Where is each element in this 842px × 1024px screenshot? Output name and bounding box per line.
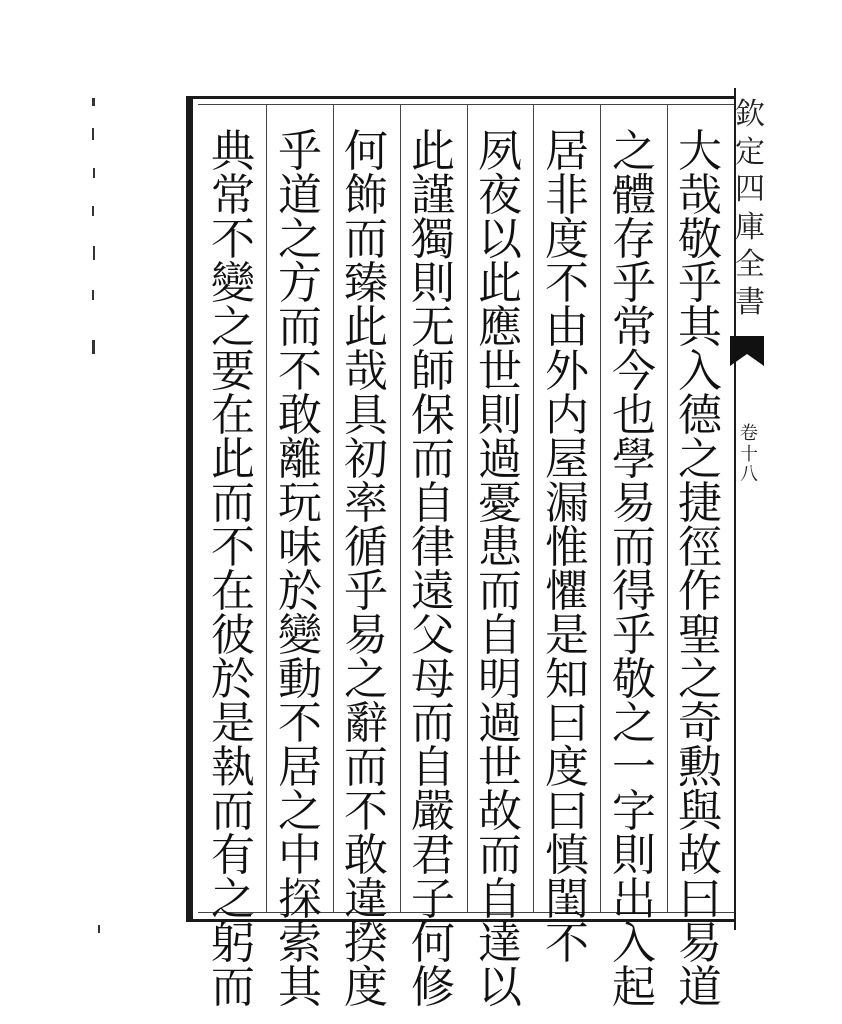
character: 作 — [678, 566, 722, 617]
character: 之 — [211, 874, 255, 925]
character: 率 — [344, 478, 388, 529]
character: 道 — [678, 962, 722, 1013]
margin-speck — [92, 290, 94, 300]
character: 達 — [478, 918, 522, 969]
character: 自 — [411, 478, 455, 529]
character: 不 — [545, 918, 589, 969]
character: 則 — [411, 258, 455, 309]
character: 嚴 — [411, 786, 455, 837]
character: 漏 — [545, 478, 589, 529]
character: 勲 — [678, 742, 722, 793]
character: 易 — [344, 610, 388, 661]
character: 非 — [545, 170, 589, 221]
character: 此 — [211, 434, 255, 485]
character: 欽 — [735, 97, 765, 132]
character: 過 — [478, 698, 522, 749]
character: 之 — [344, 654, 388, 705]
character: 以 — [478, 214, 522, 265]
character: 易 — [678, 918, 722, 969]
character: 不 — [278, 698, 322, 749]
character: 此 — [478, 258, 522, 309]
character: 飾 — [344, 170, 388, 221]
character: 體 — [612, 170, 656, 221]
margin-speck — [93, 246, 95, 260]
character: 而 — [344, 742, 388, 793]
character: 曰 — [545, 786, 589, 837]
character: 循 — [344, 522, 388, 573]
character: 師 — [411, 346, 455, 397]
text-column-2 — [604, 126, 664, 1013]
character: 具 — [344, 390, 388, 441]
text-column-6 — [336, 126, 396, 1013]
character: 何 — [344, 126, 388, 177]
character: 全 — [735, 247, 765, 282]
character: 存 — [612, 214, 656, 265]
character: 明 — [478, 654, 522, 705]
text-column-1 — [670, 126, 730, 1013]
character: 則 — [478, 390, 522, 441]
character: 不 — [211, 214, 255, 265]
character: 德 — [678, 390, 722, 441]
character: 由 — [545, 302, 589, 353]
character: 而 — [278, 302, 322, 353]
character: 揆 — [344, 918, 388, 969]
frame-inner-rule-top — [198, 104, 734, 105]
character: 學 — [612, 434, 656, 485]
character: 而 — [211, 962, 255, 1013]
margin-speck — [92, 98, 95, 106]
character: 哉 — [678, 170, 722, 221]
character: 父 — [411, 610, 455, 661]
character: 方 — [278, 258, 322, 309]
character: 道 — [278, 170, 322, 221]
character: 而 — [211, 786, 255, 837]
character: 常 — [612, 302, 656, 353]
character: 臻 — [344, 258, 388, 309]
character: 捷 — [678, 478, 722, 529]
character: 八 — [740, 464, 758, 486]
character: 无 — [411, 302, 455, 353]
character: 在 — [211, 390, 255, 441]
character: 躬 — [211, 918, 255, 969]
text-column-7 — [270, 126, 330, 1013]
character: 而 — [478, 830, 522, 881]
character: 之 — [612, 698, 656, 749]
character: 與 — [678, 786, 722, 837]
character: 今 — [612, 346, 656, 397]
character: 此 — [344, 302, 388, 353]
character: 玩 — [278, 478, 322, 529]
character: 曰 — [545, 698, 589, 749]
character: 憂 — [478, 478, 522, 529]
character: 獨 — [411, 214, 455, 265]
text-column-4 — [470, 126, 530, 1013]
character: 乎 — [278, 126, 322, 177]
character: 出 — [612, 874, 656, 925]
character: 探 — [278, 874, 322, 925]
character: 得 — [612, 566, 656, 617]
character: 其 — [278, 962, 322, 1013]
character: 君 — [411, 830, 455, 881]
banxin-juan-number — [734, 424, 764, 486]
character: 之 — [612, 126, 656, 177]
character: 彼 — [211, 610, 255, 661]
character: 慎 — [545, 830, 589, 881]
margin-speck — [92, 128, 94, 140]
character: 知 — [545, 654, 589, 705]
character: 應 — [478, 302, 522, 353]
character: 要 — [211, 346, 255, 397]
character: 夜 — [478, 170, 522, 221]
character: 子 — [411, 874, 455, 925]
margin-speck — [98, 925, 100, 933]
character: 之 — [278, 214, 322, 265]
text-column-3 — [537, 126, 597, 969]
character: 一 — [612, 742, 656, 793]
character: 四 — [735, 172, 765, 207]
character: 是 — [211, 698, 255, 749]
column-rule — [600, 104, 601, 912]
character: 惟 — [545, 522, 589, 573]
character: 之 — [211, 302, 255, 353]
character: 夙 — [478, 126, 522, 177]
character: 居 — [278, 742, 322, 793]
character: 入 — [612, 918, 656, 969]
character: 變 — [278, 610, 322, 661]
character: 卷 — [740, 423, 758, 444]
character: 故 — [478, 786, 522, 837]
character: 度 — [545, 214, 589, 265]
character: 度 — [545, 742, 589, 793]
character: 不 — [278, 346, 322, 397]
text-column-8 — [203, 126, 263, 1013]
character: 不 — [545, 258, 589, 309]
character: 常 — [211, 170, 255, 221]
character: 過 — [478, 434, 522, 485]
character: 哉 — [344, 346, 388, 397]
character: 乎 — [678, 258, 722, 309]
character: 在 — [211, 566, 255, 617]
character: 易 — [612, 478, 656, 529]
character: 不 — [344, 786, 388, 837]
character: 違 — [344, 874, 388, 925]
column-rule — [667, 104, 668, 912]
character: 敢 — [278, 390, 322, 441]
character: 也 — [612, 390, 656, 441]
character: 是 — [545, 610, 589, 661]
character: 之 — [278, 786, 322, 837]
character: 保 — [411, 390, 455, 441]
character: 中 — [278, 830, 322, 881]
character: 自 — [478, 610, 522, 661]
text-column-5 — [403, 126, 463, 1013]
character: 謹 — [411, 170, 455, 221]
character: 律 — [411, 522, 455, 573]
character: 入 — [678, 346, 722, 397]
character: 十 — [740, 443, 758, 465]
character: 變 — [211, 258, 255, 309]
character: 自 — [411, 742, 455, 793]
character: 自 — [478, 874, 522, 925]
character: 典 — [211, 126, 255, 177]
character: 乎 — [612, 610, 656, 661]
character: 内 — [545, 390, 589, 441]
character: 此 — [411, 126, 455, 177]
character: 乎 — [344, 566, 388, 617]
character: 閨 — [545, 874, 589, 925]
character: 字 — [612, 786, 656, 837]
character: 而 — [478, 566, 522, 617]
column-rule — [400, 104, 401, 912]
character: 辭 — [344, 698, 388, 749]
character: 而 — [211, 478, 255, 529]
character: 大 — [678, 126, 722, 177]
margin-speck — [93, 168, 95, 178]
character: 起 — [612, 962, 656, 1013]
character: 而 — [411, 434, 455, 485]
character: 世 — [478, 346, 522, 397]
character: 患 — [478, 522, 522, 573]
character: 而 — [612, 522, 656, 573]
character: 遠 — [411, 566, 455, 617]
character: 世 — [478, 742, 522, 793]
character: 於 — [211, 654, 255, 705]
character: 離 — [278, 434, 322, 485]
banxin-title — [732, 96, 768, 336]
character: 定 — [735, 134, 765, 170]
character: 庫 — [735, 209, 765, 245]
character: 動 — [278, 654, 322, 705]
character: 聖 — [678, 610, 722, 661]
character: 以 — [478, 962, 522, 1013]
character: 奇 — [678, 698, 722, 749]
column-rule — [467, 104, 468, 912]
character: 味 — [278, 522, 322, 573]
character: 懼 — [545, 566, 589, 617]
character: 敬 — [612, 654, 656, 705]
character: 度 — [344, 962, 388, 1013]
character: 之 — [678, 434, 722, 485]
character: 敬 — [678, 214, 722, 265]
column-rule — [266, 104, 267, 912]
character: 故 — [678, 830, 722, 881]
character: 敢 — [344, 830, 388, 881]
character: 索 — [278, 918, 322, 969]
character: 其 — [678, 302, 722, 353]
character: 書 — [735, 284, 765, 320]
character: 外 — [545, 346, 589, 397]
column-rule — [533, 104, 534, 912]
character: 屋 — [545, 434, 589, 485]
character: 母 — [411, 654, 455, 705]
character: 則 — [612, 830, 656, 881]
character: 不 — [211, 522, 255, 573]
character: 何 — [411, 918, 455, 969]
column-rule — [333, 104, 334, 912]
character: 居 — [545, 126, 589, 177]
character: 有 — [211, 830, 255, 881]
character: 而 — [344, 214, 388, 265]
character: 初 — [344, 434, 388, 485]
character: 徑 — [678, 522, 722, 573]
character: 修 — [411, 962, 455, 1013]
character: 曰 — [678, 874, 722, 925]
character: 於 — [278, 566, 322, 617]
margin-speck — [92, 340, 95, 354]
character: 之 — [678, 654, 722, 705]
margin-speck — [92, 206, 94, 216]
character: 執 — [211, 742, 255, 793]
character: 乎 — [612, 258, 656, 309]
character: 而 — [411, 698, 455, 749]
